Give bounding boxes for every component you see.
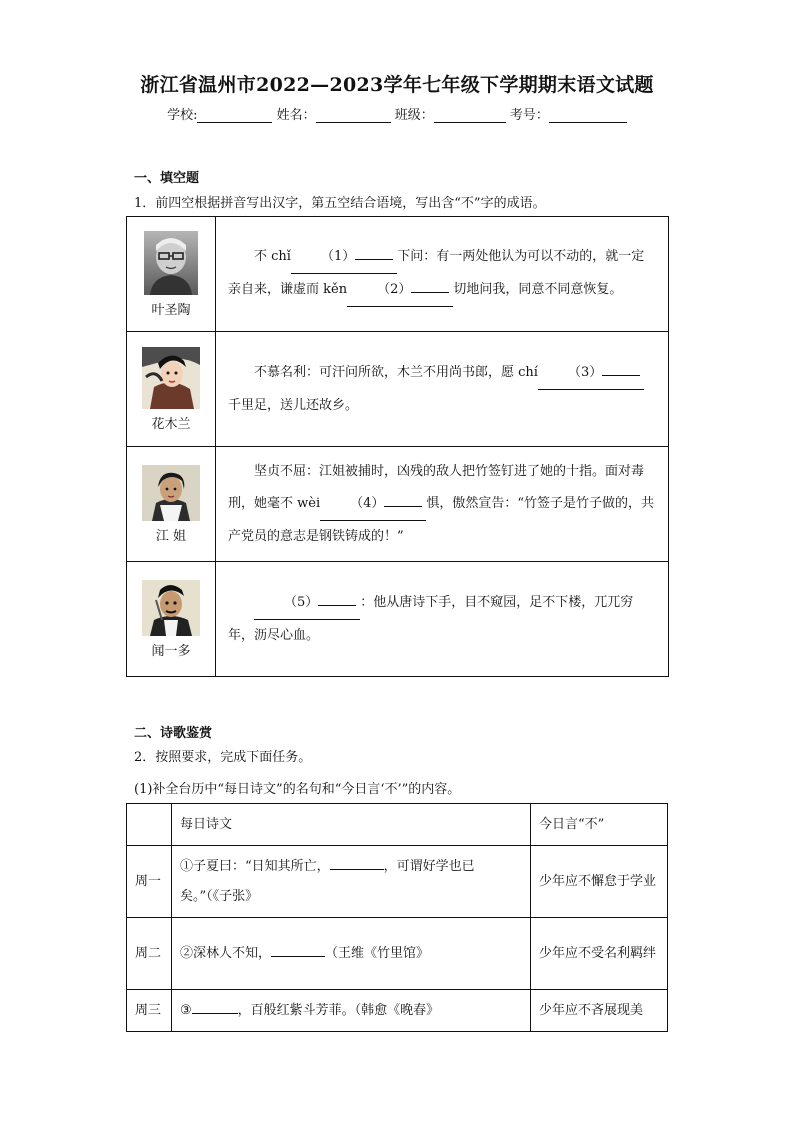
blank-1[interactable]: （1） [291, 241, 397, 274]
header-cell: 今日言“不” [531, 804, 668, 846]
blank-4[interactable]: （4） [320, 488, 426, 521]
poem-blank-3[interactable] [192, 1001, 238, 1014]
section1-heading: 一、填空题 [134, 171, 200, 186]
poem-blank-2[interactable] [271, 944, 325, 957]
table-row [127, 918, 668, 990]
portrait-ye-shengtao [144, 231, 198, 295]
table-row [127, 332, 669, 447]
number-label: 考号： [509, 108, 549, 123]
portrait-name: 闻一多 [151, 643, 191, 659]
student-info-line [0, 104, 794, 123]
number-blank[interactable] [549, 108, 627, 123]
row-text: 不 chǐ （1） 下问：有一两处他认为可以不动的，就一定亲自来，谦虚而 kěn （2） 切地问我，同意不同意恢复。 [216, 217, 669, 332]
table-row [127, 217, 669, 332]
day-cell: 周二 [127, 918, 172, 990]
section2-heading: 二、诗歌鉴赏 [134, 726, 213, 741]
blank-3[interactable]: （3） [538, 357, 644, 390]
class-blank[interactable] [434, 108, 506, 123]
row-text: 坚贞不屈：江姐被捕时，凶残的敌人把竹签钉进了她的十指。面对毒刑，她毫不 wèi （4） 惧，傲然宣告：“竹签子是竹子做的，共产党员的意志是钢铁铸成的！” [216, 447, 669, 562]
table-header-row [127, 804, 668, 846]
header-cell [127, 804, 172, 846]
row-text: 不慕名利：可汗问所欲，木兰不用尚书郎，愿 chí （3）千里足，送儿还故乡。 [216, 332, 669, 447]
note-cell: 少年应不懈怠于学业 [531, 846, 668, 918]
portrait-cell [127, 332, 216, 447]
portrait-cell [127, 217, 216, 332]
blank-5[interactable]: （5） [254, 587, 360, 620]
poem-blank-1[interactable] [330, 857, 384, 870]
portrait-name: 花木兰 [151, 416, 191, 432]
portrait-cell [127, 562, 216, 677]
portrait-cell [127, 447, 216, 562]
portrait-name: 叶圣陶 [151, 302, 191, 318]
question1-table [126, 216, 669, 677]
row-text: （5） ：他从唐诗下手，目不窥园，足不下楼，兀兀穷年，沥尽心血。 [216, 562, 669, 677]
portrait-name: 江 姐 [155, 528, 187, 544]
header-cell: 每日诗文 [172, 804, 531, 846]
poem-cell: ②深林人不知， （王维《竹里馆》 [172, 918, 531, 990]
poem-cell: ③ ，百般红紫斗芳菲。（韩愈《晚春》 [172, 990, 531, 1032]
portrait-hua-mulan [142, 347, 200, 409]
table-row [127, 990, 668, 1032]
note-cell: 少年应不受名利羁绊 [531, 918, 668, 990]
question2-sub: (1)补全台历中“每日诗文”的名句和“今日言‘不’”的内容。 [134, 782, 461, 797]
portrait-jiang-jie [142, 465, 200, 521]
note-cell: 少年应不吝展现美 [531, 990, 668, 1032]
poem-cell: ①子夏曰：“日知其所亡， ，可谓好学也已矣。”（《子张》 [172, 846, 531, 918]
portrait-wen-yiduo [142, 580, 200, 636]
table-row [127, 562, 669, 677]
name-blank[interactable] [316, 108, 391, 123]
day-cell: 周一 [127, 846, 172, 918]
exam-title: 浙江省温州市2022—2023学年七年级下学期期末语文试题 [140, 74, 654, 96]
table-row [127, 447, 669, 562]
name-label: 姓名： [276, 108, 316, 123]
school-label: 学校: [167, 108, 198, 123]
question1-text: 1．前四空根据拼音写出汉字，第五空结合语境，写出含“不”字的成语。 [134, 196, 546, 211]
table-row [127, 846, 668, 918]
class-label: 班级： [394, 108, 434, 123]
blank-2[interactable]: （2） [347, 274, 453, 307]
question2-text: 2．按照要求，完成下面任务。 [134, 750, 312, 765]
calendar-table [126, 803, 668, 1032]
day-cell: 周三 [127, 990, 172, 1032]
school-blank[interactable] [197, 108, 272, 123]
